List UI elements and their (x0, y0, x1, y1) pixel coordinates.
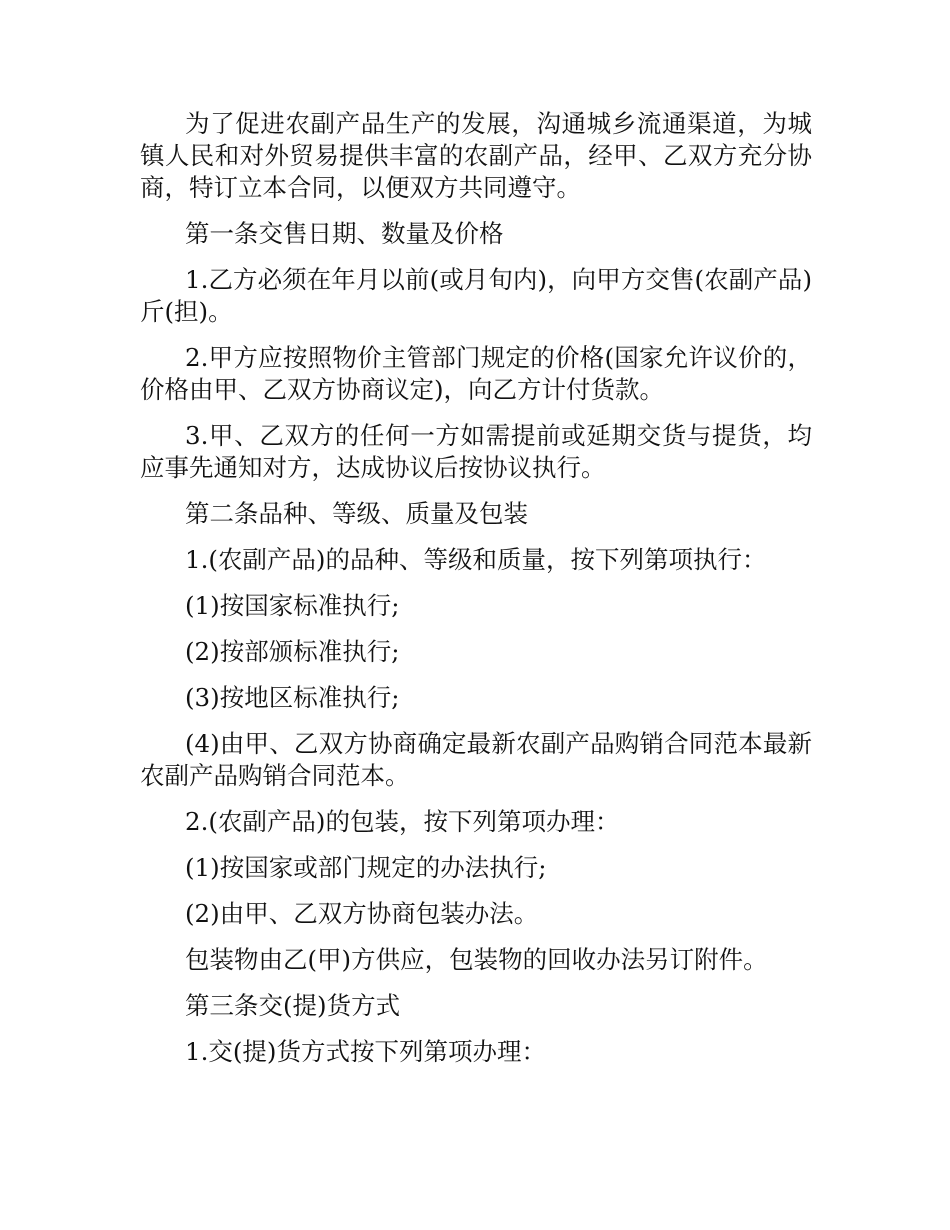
article-3-clause-1: 1.交(提)货方式按下列第项办理： (185, 1037, 546, 1066)
article-2-heading: 第二条品种、等级、质量及包装 (185, 499, 528, 528)
article-2-clause-2: 2.(农副产品)的包装，按下列第项办理： (185, 807, 620, 836)
article-2-clause-2-item-2: (2)由甲、乙双方协商包装办法。 (185, 899, 539, 928)
article-2-clause-1-item-2: (2)按部颁标准执行; (185, 637, 400, 666)
article-1-clause-2: 2.甲方应按照物价主管部门规定的价格(国家允许议价的，价格由甲、乙双方协商议定)，向乙方计付货款。 (140, 343, 812, 404)
article-2-clause-1: 1.(农副产品)的品种、等级和质量，按下列第项执行： (185, 545, 767, 574)
article-1-clause-3: 3.甲、乙双方的任何一方如需提前或延期交货与提货，均应事先通知对方，达成协议后按协议执行。 (140, 421, 812, 482)
article-2-clause-2-item-1: (1)按国家或部门规定的办法执行; (185, 853, 547, 882)
article-3-heading: 第三条交(提)货方式 (185, 991, 401, 1020)
article-2-clause-1-item-1: (1)按国家标准执行; (185, 591, 400, 620)
article-2-clause-1-item-4: (4)由甲、乙双方协商确定最新农副产品购销合同范本最新农副产品购销合同范本。 (140, 729, 812, 790)
article-1-clause-1: 1.乙方必须在年月以前(或月旬内)，向甲方交售(农副产品)斤(担)。 (140, 265, 812, 326)
intro-paragraph: 为了促进农副产品生产的发展，沟通城乡流通渠道，为城镇人民和对外贸易提供丰富的农副产品，经甲、乙双方充分协商，特订立本合同，以便双方共同遵守。 (140, 109, 812, 202)
packaging-note: 包装物由乙(甲)方供应，包装物的回收办法另订附件。 (185, 945, 768, 974)
document-body (140, 108, 812, 1082)
article-1-heading: 第一条交售日期、数量及价格 (185, 219, 504, 248)
article-2-clause-1-item-3: (3)按地区标准执行; (185, 683, 400, 712)
